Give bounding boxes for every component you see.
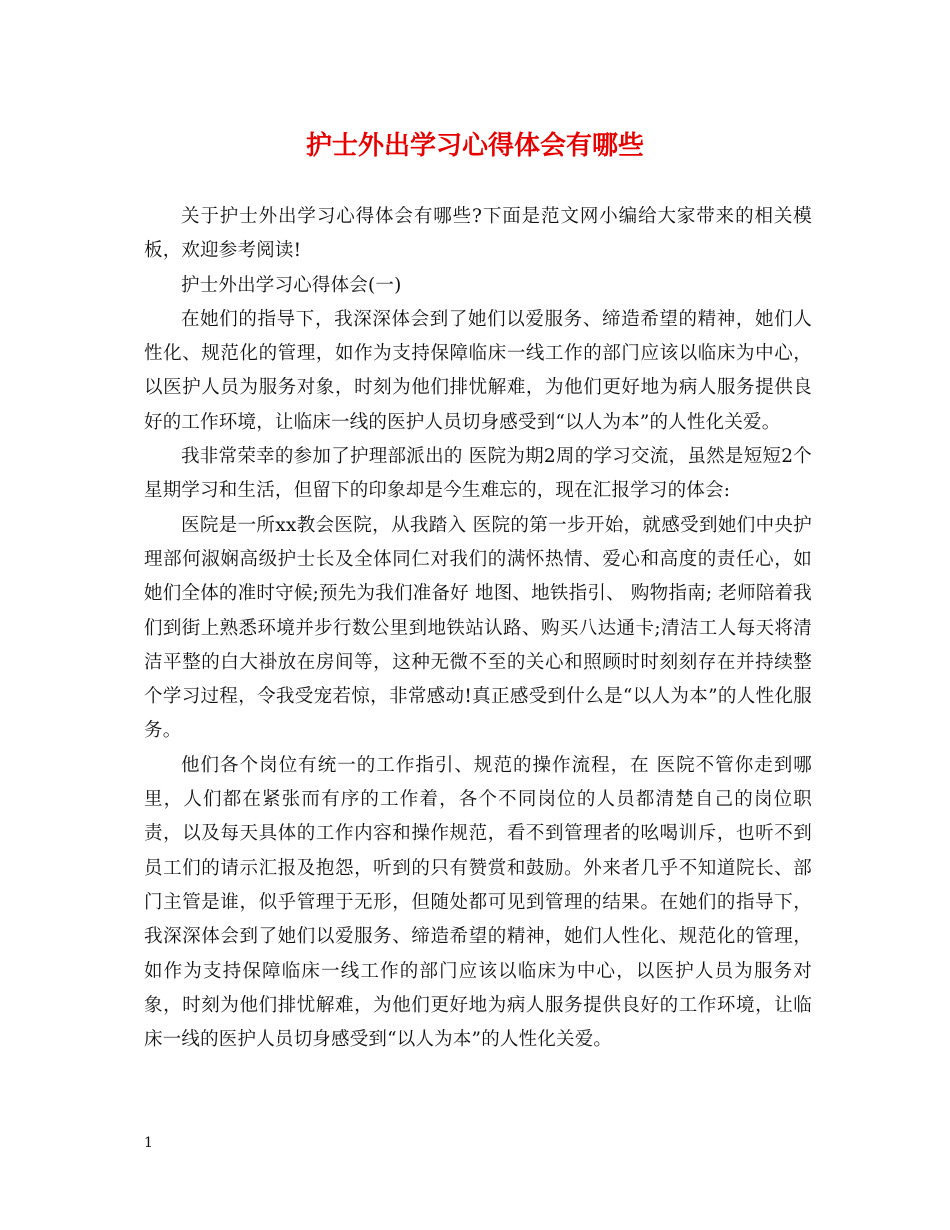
document-body	[144, 200, 812, 1057]
document-title: 护士外出学习心得体会有哪些	[305, 131, 644, 161]
intro-paragraph: 关于护士外出学习心得体会有哪些?下面是范文网小编给大家带来的相关模板，欢迎参考阅读!	[144, 206, 812, 262]
section-heading: 护士外出学习心得体会(一)	[181, 274, 402, 296]
body-paragraph: 在她们的指导下，我深深体会到了她们以爱服务、缔造希望的精神，她们人性化、规范化的管理，如作为支持保障临床一线工作的部门应该以临床为中心，以医护人员为服务对象，时刻为他们排忧解难，为他们更好地为病人服务提供良好的工作环境，让临床一线的医护人员切身感受到“以人为本”的人性化关爱。	[144, 308, 812, 433]
body-paragraph: 他们各个岗位有统一的工作指引、规范的操作流程，在 医院不管你走到哪里，人们都在紧张而有序的工作着，各个不同岗位的人员都清楚自己的岗位职责，以及每天具体的工作内容和操作规范，看不到管理者的吆喝训斥，也听不到员工们的请示汇报及抱怨，听到的只有赞赏和鼓励。外来者几乎不知道院长、部门主管是谁，似乎管理于无形，但随处都可见到管理的结果。在她们的指导下，我深深体会到了她们以爱服务、缔造希望的精神，她们人性化、规范化的管理，如作为支持保障临床一线工作的部门应该以临床为中心，以医护人员为服务对象，时刻为他们排忧解难，为他们更好地为病人服务提供良好的工作环境，让临床一线的医护人员切身感受到“以人为本”的人性化关爱。	[144, 754, 812, 1051]
body-paragraph: 我非常荣幸的参加了护理部派出的 医院为期2周的学习交流，虽然是短短2个星期学习和生活，但留下的印象却是今生难忘的，现在汇报学习的体会:	[144, 446, 812, 502]
body-paragraph: 医院是一所xx教会医院，从我踏入 医院的第一步开始，就感受到她们中央护理部何淑娴高级护士长及全体同仁对我们的满怀热情、爱心和高度的责任心，如她们全体的准时守候;预先为我们准备好 地图、地铁指引、 购物指南; 老师陪着我们到街上熟悉环境并步行数公里到地铁站认路、购买八达通卡;清洁工人每天将清洁平整的白大褂放在房间等，这种无微不至的关心和照顾时时刻刻存在并持续整个学习过程，令我受宠若惊，非常感动!真正感受到什么是“以人为本”的人性化服务。	[144, 514, 812, 742]
page-number: 1	[144, 1135, 153, 1151]
